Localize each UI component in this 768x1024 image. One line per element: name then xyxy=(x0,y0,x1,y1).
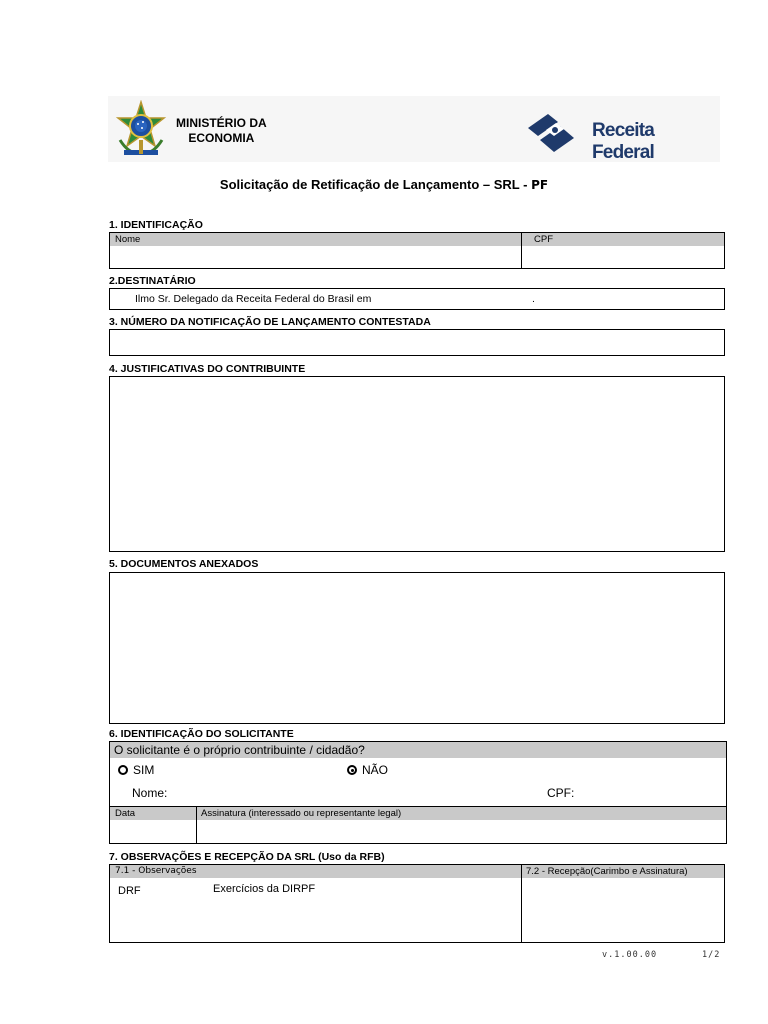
section7-heading: 7. OBSERVAÇÕES E RECEPÇÃO DA SRL (Uso da RFB) xyxy=(109,851,385,863)
version-number: v.1.00.00 xyxy=(602,950,658,960)
notification-number-field[interactable] xyxy=(109,329,725,356)
recipient-text: Ilmo Sr. Delegado da Receita Federal do Brasil em xyxy=(135,293,372,305)
option-no-label: NÃO xyxy=(362,763,389,777)
brazil-coat-of-arms-icon xyxy=(112,100,170,160)
cpf-label: CPF xyxy=(534,234,553,245)
justifications-field[interactable] xyxy=(109,376,725,552)
section1-heading: 1. IDENTIFICAÇÃO xyxy=(109,219,203,231)
name-label: Nome xyxy=(115,234,141,245)
requester-box xyxy=(109,741,727,844)
receita-federal-logo-icon xyxy=(526,110,576,154)
radio-no[interactable] xyxy=(347,765,357,775)
observations-divider xyxy=(521,865,522,942)
recipient-period: . xyxy=(532,293,535,305)
section4-heading: 4. JUSTIFICATIVAS DO CONTRIBUINTE xyxy=(109,363,306,375)
observations-label: 7.1 - Observações xyxy=(115,866,197,876)
option-yes-label: SIM xyxy=(133,763,155,777)
identification-box xyxy=(109,232,725,269)
ministry-name xyxy=(176,116,267,146)
ministry-line1: MINISTÉRIO DA xyxy=(176,116,267,130)
document-title xyxy=(0,177,768,192)
drf-label: DRF xyxy=(118,885,141,897)
attached-documents-field[interactable] xyxy=(109,572,725,724)
date-field[interactable] xyxy=(110,821,196,843)
document-header xyxy=(108,96,720,162)
section2-heading: 2.DESTINATÁRIO xyxy=(109,275,196,287)
signature-field[interactable] xyxy=(197,821,726,843)
recipient-box[interactable] xyxy=(109,288,725,310)
name-field[interactable] xyxy=(110,247,521,269)
requester-name-label: Nome: xyxy=(132,786,168,800)
agency-name: Receita Federal xyxy=(592,120,654,163)
section6-heading: 6. IDENTIFICAÇÃO DO SOLICITANTE xyxy=(109,728,294,740)
section3-heading: 3. NÚMERO DA NOTIFICAÇÃO DE LANÇAMENTO CONTESTADA xyxy=(109,316,431,328)
ministry-line2: ECONOMIA xyxy=(188,131,255,145)
title-suffix: PF xyxy=(531,178,549,192)
reception-label: 7.2 - Recepção(Carimbo e Assinatura) xyxy=(526,866,688,877)
page-number: 1/2 xyxy=(702,950,721,960)
date-label: Data xyxy=(115,808,136,819)
radio-yes[interactable] xyxy=(118,765,128,775)
title-main: Solicitação de Retificação de Lançamento – SRL - xyxy=(219,177,532,192)
cpf-field[interactable] xyxy=(522,247,724,269)
exercises-label: Exercícios da DIRPF xyxy=(213,883,316,895)
section5-heading: 5. DOCUMENTOS ANEXADOS xyxy=(109,558,259,570)
requester-cpf-label: CPF: xyxy=(547,786,575,800)
observations-box xyxy=(109,864,725,943)
requester-question: O solicitante é o próprio contribuinte / cidadão? xyxy=(110,742,726,758)
signature-label: Assinatura (interessado ou representante legal) xyxy=(201,808,402,819)
identification-header-bar xyxy=(110,233,724,246)
